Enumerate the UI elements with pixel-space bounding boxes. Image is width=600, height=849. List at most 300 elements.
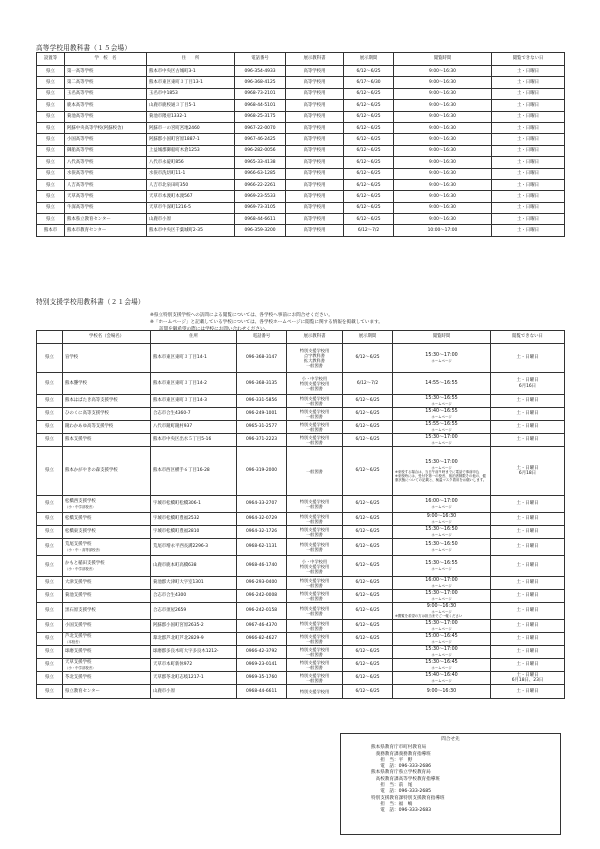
time-note: ホームページ bbox=[431, 358, 452, 363]
table-cell: 6/12～6/25 bbox=[344, 111, 394, 122]
table-cell: 天草高等学校 bbox=[65, 191, 147, 202]
table1-header-cell: 住 所 bbox=[147, 53, 235, 66]
table-cell: 6/12～6/25 bbox=[344, 202, 394, 213]
table-cell: 天草市本渡町本渡567 bbox=[147, 191, 235, 202]
table-cell: 県立 bbox=[37, 100, 65, 111]
table-cell: 9:00～16:30 bbox=[394, 111, 492, 122]
table-cell: 6/12～7/2 bbox=[344, 225, 394, 236]
tel-cell: 0966-42-3792 bbox=[237, 646, 287, 659]
table-cell: 土・日曜日 bbox=[492, 122, 565, 133]
table1-header-cell: 展示教科書 bbox=[286, 53, 344, 66]
period-cell: 6/12～6/25 bbox=[343, 633, 393, 646]
type-cell: 県立 bbox=[37, 590, 63, 603]
table-cell: 県立 bbox=[37, 202, 65, 213]
table-cell: 土・日曜日 bbox=[492, 202, 565, 213]
school-name-cell bbox=[63, 620, 151, 633]
school-name-cell bbox=[63, 395, 151, 408]
school-name: 熊本支援学校 bbox=[65, 437, 92, 443]
table-cell: 6/12～6/25 bbox=[344, 168, 394, 179]
table-cell: 高等学校用 bbox=[286, 88, 344, 99]
time-note: ホームページ bbox=[431, 414, 452, 419]
table-cell: 天草市牛深町1216-5 bbox=[147, 202, 235, 213]
table-cell: 9:00～16:30 bbox=[394, 191, 492, 202]
closed-day: 6月18日、23日 bbox=[511, 678, 544, 683]
time-main: 14:55～16:55 bbox=[425, 380, 458, 386]
period-cell: 6/12～6/25 bbox=[343, 556, 393, 577]
time-note: ホームページ bbox=[431, 626, 452, 631]
table-cell: 6/12～6/25 bbox=[344, 214, 394, 225]
address-cell: 山鹿市鹿本町高橋638 bbox=[151, 556, 237, 577]
school-name: 松橋西支援学校 bbox=[65, 499, 96, 505]
closed-cell bbox=[491, 633, 565, 646]
period-cell: 6/12～6/25 bbox=[343, 620, 393, 633]
time-main: 15:30～17:00 bbox=[425, 621, 458, 627]
table-cell: 県立 bbox=[37, 145, 65, 156]
table-cell: 096-354-4933 bbox=[235, 66, 286, 77]
address-cell: 山鹿市小原 bbox=[151, 685, 237, 699]
book-type: 小・中学校用 bbox=[301, 558, 328, 564]
table1-header-cell: 設置等 bbox=[37, 53, 65, 66]
book-type: 一般図書 bbox=[306, 596, 323, 601]
school-name: 苓北支援学校 bbox=[65, 675, 92, 681]
table1-header-cell: 電話番号 bbox=[235, 53, 286, 66]
closed-cell bbox=[491, 685, 565, 699]
closed-day: 土・日曜日 bbox=[516, 563, 539, 569]
books-cell bbox=[287, 577, 343, 590]
table-cell: 県立 bbox=[37, 66, 65, 77]
high-school-table bbox=[36, 52, 565, 237]
school-name-cell bbox=[63, 603, 151, 620]
school-name: 大津支援学校 bbox=[65, 580, 92, 586]
table-cell: 9:00～16:30 bbox=[394, 66, 492, 77]
address-cell: 葦北郡芦北町芦北2829-9 bbox=[151, 633, 237, 646]
time-main: 15:30～17:00 bbox=[425, 435, 458, 441]
books-cell bbox=[287, 603, 343, 620]
table-cell: 高等学校用 bbox=[286, 66, 344, 77]
school-name: 球磨支援学校 bbox=[65, 649, 92, 655]
time-main: 9:00～16:30 bbox=[426, 688, 457, 694]
book-type: 特別支援学校用 bbox=[299, 381, 330, 386]
school-name-cell bbox=[63, 526, 151, 539]
table-cell: 熊本市東区東町３丁目13-1 bbox=[147, 77, 235, 88]
table-cell: 高等学校用 bbox=[286, 100, 344, 111]
school-name: 黒石原支援学校 bbox=[65, 608, 96, 614]
table-cell: 096-282-0056 bbox=[235, 145, 286, 156]
book-type: 一般図書 bbox=[306, 652, 323, 657]
book-type: 一般図書 bbox=[306, 532, 323, 537]
books-cell bbox=[287, 496, 343, 513]
book-type: 特別支援学校用 bbox=[299, 591, 330, 596]
table-cell: 0968-44-6611 bbox=[235, 214, 286, 225]
table-cell: 第二高等学校 bbox=[65, 77, 147, 88]
school-name-cell bbox=[63, 447, 151, 496]
table-cell: 県立 bbox=[37, 77, 65, 88]
table-cell: 熊本市中央区千葉城町2-35 bbox=[147, 225, 235, 236]
books-cell bbox=[287, 434, 343, 447]
time-main: 15:30～16:50 bbox=[425, 542, 458, 548]
table-cell: 山鹿市鹿校通３丁目5-1 bbox=[147, 100, 235, 111]
closed-day: 土・日曜日 bbox=[516, 688, 539, 694]
school-name-cell bbox=[63, 434, 151, 447]
table-cell: 9:00～16:30 bbox=[394, 168, 492, 179]
address-cell: 熊本市東区東町３丁目14-2 bbox=[151, 373, 237, 395]
table2-header-cell: 閲覧できない日 bbox=[491, 331, 565, 344]
time-main: 15:30～17:00 bbox=[425, 353, 458, 359]
note-line: ※「ホームページ」と記載している学校については、各学校ホームページに閲覧に関する情報を掲載しています。 bbox=[150, 320, 383, 325]
tel-cell: 096-331-5856 bbox=[237, 395, 287, 408]
school-name-cell bbox=[63, 590, 151, 603]
school-name-sub: （本校舎） bbox=[65, 639, 82, 644]
books-cell bbox=[287, 395, 343, 408]
table2-title: 特別支援学校用教科書（２１会場） bbox=[36, 298, 145, 306]
book-type: 特別支援学校用 bbox=[299, 396, 330, 401]
table-cell: 9:00～16:30 bbox=[394, 179, 492, 190]
table-cell: 県立 bbox=[37, 134, 65, 145]
table-cell: 9:00～16:30 bbox=[394, 88, 492, 99]
address-cell: 合志市合生4300 bbox=[151, 590, 237, 603]
school-name-cell bbox=[63, 685, 151, 699]
contact-heading: 問合せ先 bbox=[441, 737, 460, 742]
table-cell: 菊池高等学校 bbox=[65, 111, 147, 122]
time-cell bbox=[393, 646, 491, 659]
period-cell: 6/12～6/25 bbox=[343, 590, 393, 603]
table-cell: 鹿本高等学校 bbox=[65, 100, 147, 111]
table-cell: 9:00～16:30 bbox=[394, 202, 492, 213]
table-cell: 菊池市隈府1332-1 bbox=[147, 111, 235, 122]
book-type: 一般図書 bbox=[306, 440, 323, 445]
table-cell: 阿蘇市一の宮町宮地2460 bbox=[147, 122, 235, 133]
table-cell: 6/12～6/25 bbox=[344, 66, 394, 77]
book-type: 一般図書 bbox=[306, 386, 323, 391]
contact-line: 電 話：096-333-2686 bbox=[371, 764, 432, 770]
address-cell: 合志市合生4360-7 bbox=[151, 408, 237, 421]
book-type: 小・中学校用 bbox=[301, 376, 328, 381]
time-note: ※閲覧を希望の方は担当までご一報ください bbox=[395, 613, 463, 618]
table1-header-cell: 展示期間 bbox=[344, 53, 394, 66]
period-cell: 6/12～6/25 bbox=[343, 659, 393, 672]
table-cell: 玉名市中1853 bbox=[147, 88, 235, 99]
time-main: 15:40～16:40 bbox=[425, 673, 458, 679]
tel-cell: 0969-35-1760 bbox=[237, 672, 287, 685]
table-cell: 9:00～16:30 bbox=[394, 145, 492, 156]
books-cell bbox=[287, 633, 343, 646]
table-row bbox=[37, 633, 565, 646]
table-row bbox=[37, 685, 565, 699]
table-row bbox=[37, 659, 565, 672]
table-row bbox=[37, 395, 565, 408]
school-name-cell bbox=[63, 556, 151, 577]
table-cell: 高等学校用 bbox=[286, 202, 344, 213]
time-cell bbox=[393, 434, 491, 447]
table-cell: 高等学校用 bbox=[286, 111, 344, 122]
tel-cell: 0966-82-4627 bbox=[237, 633, 287, 646]
type-cell: 県立 bbox=[37, 539, 63, 556]
books-cell bbox=[287, 447, 343, 496]
contact-line: 電 話：096-333-2683 bbox=[371, 808, 432, 814]
time-note: ホームページ bbox=[431, 532, 452, 537]
table-cell: 高等学校用 bbox=[286, 145, 344, 156]
table2-header-cell bbox=[37, 331, 63, 344]
type-cell: 県立 bbox=[37, 577, 63, 590]
time-cell bbox=[393, 408, 491, 421]
time-cell bbox=[393, 513, 491, 526]
contact-line: 高校教育課高等学校教育指導班 bbox=[371, 776, 440, 782]
closed-day: 土・日曜日 bbox=[516, 529, 539, 535]
school-name: 松橋東支援学校 bbox=[65, 529, 96, 535]
table-cell: 八代市永碇町856 bbox=[147, 157, 235, 168]
book-type: 特別支援学校用 bbox=[299, 514, 330, 519]
book-type: 特別支援学校用 bbox=[299, 634, 330, 639]
tel-cell: 096-368-3147 bbox=[237, 344, 287, 373]
school-name-cell bbox=[63, 539, 151, 556]
closed-day: 土・日曜日 bbox=[516, 437, 539, 443]
table1-header-cell: 学 校 名 bbox=[65, 53, 147, 66]
table-cell: 高等学校用 bbox=[286, 157, 344, 168]
closed-cell bbox=[491, 590, 565, 603]
books-cell bbox=[287, 421, 343, 434]
table-cell: 6/12～6/25 bbox=[344, 157, 394, 168]
school-name: 鏡わかあゆ高等支援学校 bbox=[65, 424, 114, 430]
book-type: 特別支援学校用 bbox=[299, 578, 330, 583]
time-note: ホームページ bbox=[431, 465, 452, 470]
book-type: 特別支援学校用 bbox=[299, 689, 330, 694]
table-row bbox=[37, 496, 565, 513]
period-cell: 6/12～6/25 bbox=[343, 526, 393, 539]
time-note: ホームページ bbox=[431, 566, 452, 571]
address-cell: 宇城市松橋町松橋306-1 bbox=[151, 496, 237, 513]
contact-line: 特別支援教育課特別支援教育指導班 bbox=[371, 795, 445, 801]
table-row bbox=[37, 421, 565, 434]
address-cell: 荒尾市増永平西長溝2296-3 bbox=[151, 539, 237, 556]
tel-cell: 0968-62-1131 bbox=[237, 539, 287, 556]
time-note: ホームページ bbox=[431, 504, 452, 509]
closed-day: 土・日曜日 bbox=[516, 636, 539, 642]
tel-cell: 0967-46-4370 bbox=[237, 620, 287, 633]
table-cell: 土・日曜日 bbox=[492, 168, 565, 179]
time-note: ホームページ bbox=[431, 440, 452, 445]
time-cell bbox=[393, 447, 491, 496]
table-cell: 土・日曜日 bbox=[492, 179, 565, 190]
closed-day: 土・日曜日 bbox=[516, 649, 539, 655]
table-row bbox=[37, 77, 565, 88]
table-cell: 土・日曜日 bbox=[492, 100, 565, 111]
table-cell: 0966-22-2261 bbox=[235, 179, 286, 190]
type-cell: 県立 bbox=[37, 603, 63, 620]
period-cell: 6/12～6/25 bbox=[343, 672, 393, 685]
closed-day: 土・日曜日 bbox=[516, 424, 539, 430]
table-cell: 県立 bbox=[37, 111, 65, 122]
book-type: 一般図書 bbox=[306, 363, 323, 368]
tel-cell: 096-293-0400 bbox=[237, 577, 287, 590]
book-type: 特別支援学校用 bbox=[299, 435, 330, 440]
time-cell bbox=[393, 421, 491, 434]
book-type: 点字教科書 bbox=[304, 353, 325, 358]
book-type: 一般図書 bbox=[306, 414, 323, 419]
books-cell bbox=[287, 344, 343, 373]
table-row bbox=[37, 122, 565, 133]
school-name-sub: （小・中学部校舎） bbox=[65, 665, 96, 670]
table-row bbox=[37, 157, 565, 168]
table-cell: 県立 bbox=[37, 168, 65, 179]
school-name: 荒尾支援学校 bbox=[65, 542, 92, 548]
table-cell: 土・日曜日 bbox=[492, 191, 565, 202]
table-cell: 玉名高等学校 bbox=[65, 88, 147, 99]
time-main: 15:30～16:55 bbox=[425, 396, 458, 402]
time-note: ホームページ bbox=[431, 547, 452, 552]
school-name-sub: （小・中学部校舎） bbox=[65, 504, 96, 509]
books-cell bbox=[287, 373, 343, 395]
time-note: ホームページ bbox=[431, 652, 452, 657]
school-name-cell bbox=[63, 633, 151, 646]
table-cell: 高等学校用 bbox=[286, 168, 344, 179]
tel-cell: 0965-31-2577 bbox=[237, 421, 287, 434]
type-cell: 県立 bbox=[37, 526, 63, 539]
table-cell: 山鹿市小原 bbox=[147, 214, 235, 225]
table-cell: 096-368-4125 bbox=[235, 77, 286, 88]
closed-day: 土・日曜日 bbox=[516, 608, 539, 614]
table-cell: 9:00～16:30 bbox=[394, 134, 492, 145]
table-cell: 土・日曜日 bbox=[492, 145, 565, 156]
time-main: 15:30～16:55 bbox=[425, 561, 458, 567]
time-main: 9:00～16:30 bbox=[426, 514, 457, 520]
table-cell: 小国高等学校 bbox=[65, 134, 147, 145]
school-name-cell bbox=[63, 672, 151, 685]
table-row bbox=[37, 526, 565, 539]
table-cell: 上益城郡御船町木倉1253 bbox=[147, 145, 235, 156]
tel-cell: 0969-23-0141 bbox=[237, 659, 287, 672]
book-type: 特別支援学校用 bbox=[299, 542, 330, 547]
time-cell bbox=[393, 577, 491, 590]
period-cell: 6/12～6/25 bbox=[343, 685, 393, 699]
table-cell: 阿蘇中央高等学校(阿蘇校舎) bbox=[65, 122, 147, 133]
books-cell bbox=[287, 620, 343, 633]
table-cell: 土・日曜日 bbox=[492, 111, 565, 122]
book-type: 拡大教科書 bbox=[304, 358, 325, 363]
books-cell bbox=[287, 539, 343, 556]
type-cell: 県立 bbox=[37, 646, 63, 659]
table-cell: 高等学校用 bbox=[286, 225, 344, 236]
time-cell bbox=[393, 395, 491, 408]
table-row bbox=[37, 556, 565, 577]
closed-cell bbox=[491, 447, 565, 496]
closed-day: 土・日曜日 bbox=[516, 465, 539, 471]
closed-cell bbox=[491, 496, 565, 513]
school-name: 松橋支援学校 bbox=[65, 516, 92, 522]
table-cell: 土・日曜日 bbox=[492, 214, 565, 225]
time-note: ホームページ bbox=[431, 678, 452, 683]
table-cell: 0965-33-4138 bbox=[235, 157, 286, 168]
book-type: 一般図書 bbox=[306, 547, 323, 552]
type-cell: 県立 bbox=[37, 344, 63, 373]
books-cell bbox=[287, 646, 343, 659]
address-cell: 合志市須屋2659 bbox=[151, 603, 237, 620]
table-cell: 熊本県立教育センター bbox=[65, 214, 147, 225]
book-type: 一般図書 bbox=[306, 583, 323, 588]
address-cell: 菊池郡大津町大字室1301 bbox=[151, 577, 237, 590]
school-name: 盲学校 bbox=[65, 355, 79, 361]
time-note: ホームページ bbox=[431, 639, 452, 644]
school-name: 小国支援学校 bbox=[65, 623, 92, 629]
closed-cell bbox=[491, 577, 565, 590]
type-cell: 県立 bbox=[37, 373, 63, 395]
book-type: 特別支援学校用 bbox=[299, 660, 330, 665]
time-note: ホームページ bbox=[431, 519, 452, 524]
table-cell: 土・日曜日 bbox=[492, 134, 565, 145]
contact-line: 担 当：平 野 bbox=[371, 757, 413, 763]
table-row bbox=[37, 447, 565, 496]
school-name-cell bbox=[63, 646, 151, 659]
table-row bbox=[37, 373, 565, 395]
table-cell: 熊本市教育センター bbox=[65, 225, 147, 236]
table-cell: 水俣市洗切町11-1 bbox=[147, 168, 235, 179]
table-cell: 0968-25-3175 bbox=[235, 111, 286, 122]
book-type: 特別支援学校用 bbox=[299, 647, 330, 652]
table-row bbox=[37, 168, 565, 179]
closed-day: 土・日曜日 bbox=[516, 411, 539, 417]
table-cell: 9:00～16:30 bbox=[394, 157, 492, 168]
closed-day: 6月16日 bbox=[518, 383, 537, 389]
contact-line: 電 話：096-333-2685 bbox=[371, 789, 432, 795]
time-main: 15:30～17:00 bbox=[425, 460, 458, 466]
closed-day: 土・日曜日 bbox=[516, 544, 539, 550]
type-cell: 県立 bbox=[37, 556, 63, 577]
address-cell: 宇城市松橋町豊福2532 bbox=[151, 513, 237, 526]
type-cell: 県立 bbox=[37, 408, 63, 421]
note-line: 訪問を御希望の際には学校にお問い合わせください。 bbox=[159, 327, 270, 332]
time-cell bbox=[393, 590, 491, 603]
period-cell: 6/12～6/25 bbox=[343, 603, 393, 620]
closed-day: 土・日曜日 bbox=[516, 501, 539, 507]
table-cell: 高等学校用 bbox=[286, 191, 344, 202]
table-row bbox=[37, 88, 565, 99]
table-row bbox=[37, 672, 565, 685]
school-name-cell bbox=[63, 421, 151, 434]
table-cell: 高等学校用 bbox=[286, 179, 344, 190]
address-cell: 宇城市松橋町豊福2810 bbox=[151, 526, 237, 539]
book-type: 一般図書 bbox=[306, 401, 323, 406]
closed-day: 土・日曜日 bbox=[516, 672, 539, 678]
tel-cell: 096-242-0158 bbox=[237, 603, 287, 620]
time-cell bbox=[393, 556, 491, 577]
contact-line: 熊本県教育庁県立学校教育局 bbox=[371, 770, 431, 776]
contact-line: 担 当：福 嶋 bbox=[371, 801, 413, 807]
table-row bbox=[37, 590, 565, 603]
time-main: 15:55～16:55 bbox=[425, 422, 458, 428]
table-cell: 6/12～6/25 bbox=[344, 145, 394, 156]
time-cell bbox=[393, 659, 491, 672]
period-cell: 6/12～7/2 bbox=[343, 373, 393, 395]
time-note: ホームページ bbox=[431, 401, 452, 406]
table-cell: 御船高等学校 bbox=[65, 145, 147, 156]
contact-line: 担 当：前 尾 bbox=[371, 783, 413, 789]
table-cell: 6/17～6/30 bbox=[344, 77, 394, 88]
table-cell: 9:00～16:30 bbox=[394, 214, 492, 225]
tel-cell: 096-368-3135 bbox=[237, 373, 287, 395]
table-cell: 県立 bbox=[37, 191, 65, 202]
table2-header-row bbox=[37, 331, 565, 344]
period-cell: 6/12～6/25 bbox=[343, 496, 393, 513]
books-cell bbox=[287, 590, 343, 603]
tel-cell: 096-242-0008 bbox=[237, 590, 287, 603]
type-cell: 県立 bbox=[37, 672, 63, 685]
table-cell: 土・日曜日 bbox=[492, 77, 565, 88]
type-cell: 県立 bbox=[37, 659, 63, 672]
table1-header-row bbox=[37, 53, 565, 66]
tel-cell: 096-249-1001 bbox=[237, 408, 287, 421]
book-type: 一般図書 bbox=[306, 427, 323, 432]
closed-cell bbox=[491, 526, 565, 539]
school-name-sub: （小・中学部校舎） bbox=[65, 566, 96, 571]
